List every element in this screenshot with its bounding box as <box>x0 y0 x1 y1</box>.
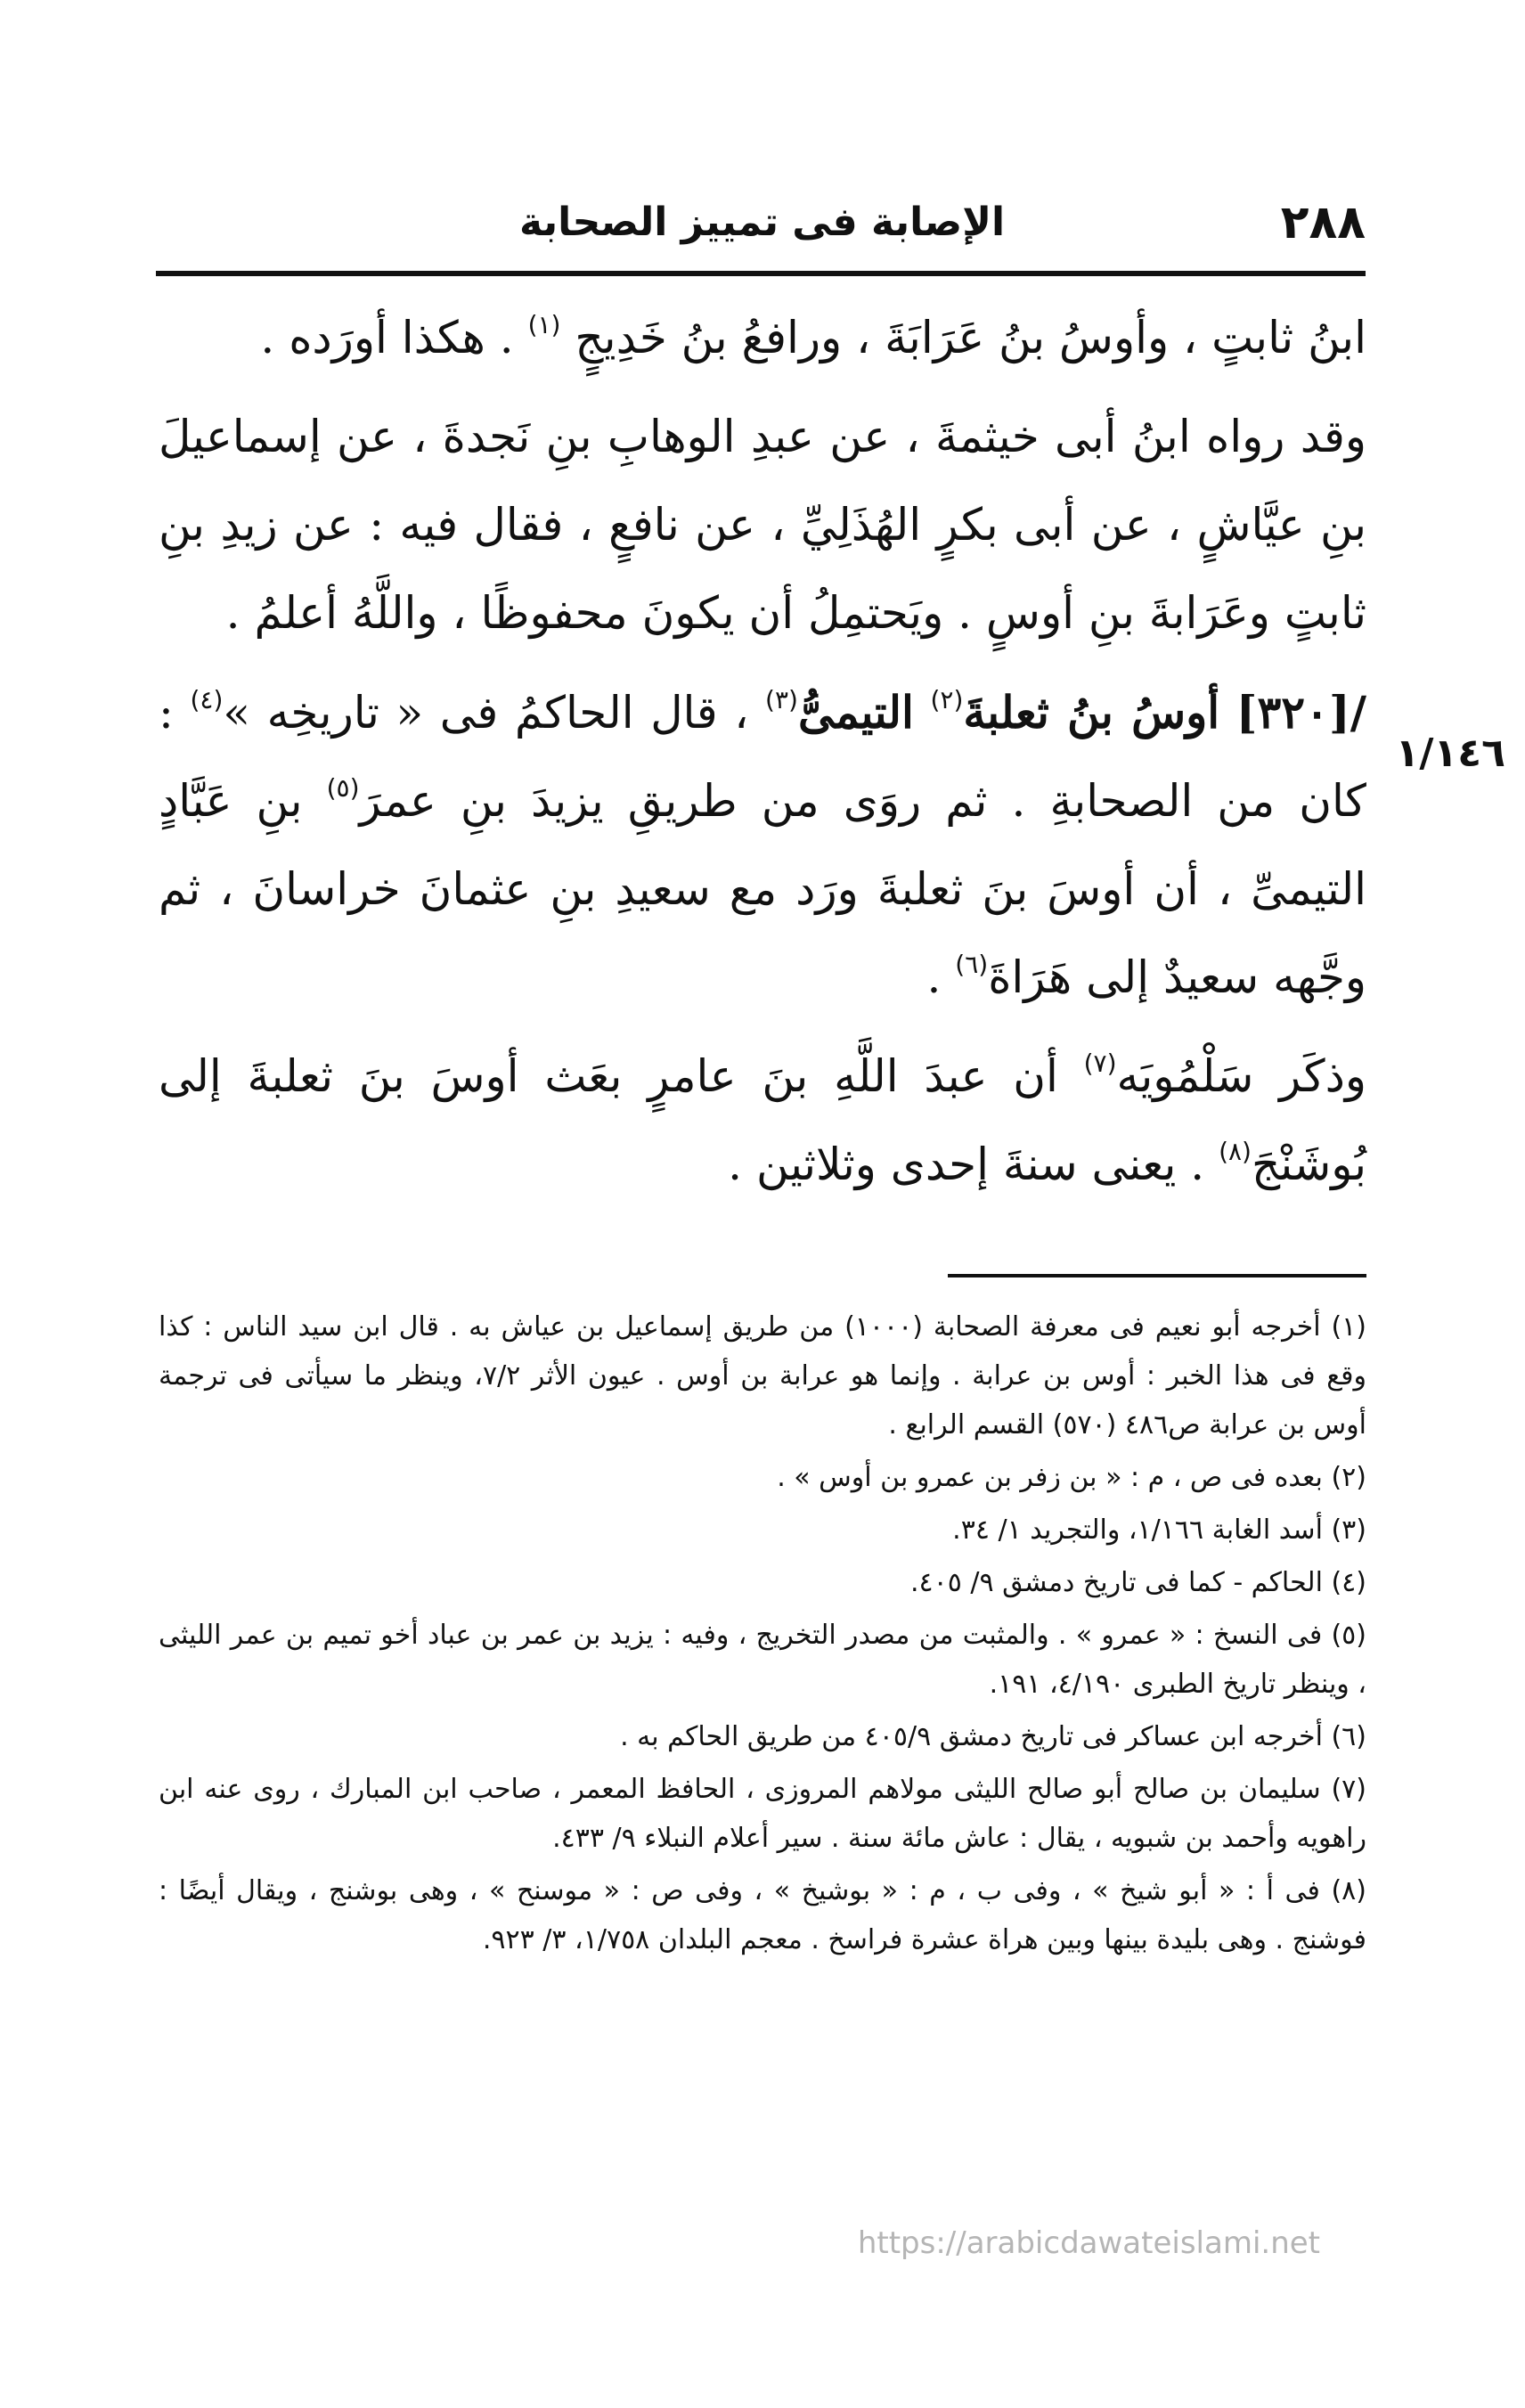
entry-paragraph <box>159 668 1366 1022</box>
paragraph-4-text-2: أن عبدَ اللَّهِ بنَ عامرٍ بعَث أوسَ بنَ ثعلبةَ إلى بُوشَنْجَ <box>159 1050 1366 1190</box>
footnote-ref-3[interactable]: (٣) <box>765 685 798 714</box>
paragraph-4 <box>159 1033 1366 1209</box>
footnote-2: (٢) بعده فى ص ، م : « بن زفر بن عمرو بن أوس » . <box>777 1462 1366 1493</box>
entry-text-2: : كان من الصحابةِ . ثم روَى من طريقِ يزيدَ بنِ عمرَ <box>159 687 1366 827</box>
entry-text-3: بنِ عَبَّادٍ التيمىِّ ، أن أوسَ بنَ ثعلبةَ ورَد مع سعيدِ بنِ عثمانَ خراسانَ ، ثم وجَّهه سعيدٌ إلى هَرَاةَ <box>159 775 1366 1003</box>
margin-reference: ١/١٤٦ <box>1395 731 1505 776</box>
main-text <box>159 294 1366 1209</box>
footnotes <box>159 1302 1366 1964</box>
entry-slash: / <box>1350 686 1366 739</box>
footnote-ref-5[interactable]: (٥) <box>326 773 360 803</box>
footnote-4: (٤) الحاكم - كما فى تاريخ دمشق ٩/ ٤٠٥. <box>909 1567 1366 1598</box>
footnote-6: (٦) أخرجه ابن عساكر فى تاريخ دمشق ٤٠٥/٩ من طريق الحاكم به . <box>620 1721 1366 1752</box>
footnote-separator <box>948 1274 1366 1277</box>
paragraph-1-tail: . هكذا أورَده . <box>260 312 514 363</box>
footnote-ref-6[interactable]: (٦) <box>955 950 989 979</box>
paragraph-1 <box>159 294 1366 382</box>
entry-text-4: . <box>926 951 942 1003</box>
footnote-ref-2[interactable]: (٢) <box>930 685 964 714</box>
watermark-url: https://arabicdawateislami.net <box>857 2225 1320 2261</box>
footnote-ref-7[interactable]: (٧) <box>1083 1049 1117 1078</box>
footnote-7: (٧) سليمان بن صالح أبو صالح الليثى مولاهم المروزى ، الحافظ المعمر ، صاحب ابن المبارك ، روى عنه ابن راهويه وأحمد بن شبويه ، يقال : عاش مائة سنة . سير أعلام النبلاء ٩/ ٤٣٣. <box>159 1774 1366 1854</box>
footnote-3: (٣) أسد الغابة ١/١٦٦، والتجريد ١/ ٣٤. <box>952 1514 1366 1546</box>
footnote-5: (٥) فى النسخ : « عمرو » . والمثبت من مصدر التخريج ، وفيه : يزيد بن عمر بن عباد أخو تميم بن عمر الليثى ، وينظر تاريخ الطبرى ٤/١٩٠، ١٩١. <box>159 1620 1366 1700</box>
footnote-ref-1[interactable]: (١) <box>527 310 561 339</box>
entry-text-1: ، قال الحاكمُ فى « تاريخِه » <box>223 687 749 739</box>
header-rule <box>156 271 1366 276</box>
footnote-ref-8[interactable]: (٨) <box>1219 1137 1252 1166</box>
paragraph-4-text-1: وذكَر سَلْمُويَه <box>1116 1050 1366 1102</box>
entry-name: أوسُ بنُ ثعلبةَ <box>963 686 1220 739</box>
paragraph-4-text-3: . يعنى سنةَ إحدى وثلاثين . <box>728 1139 1205 1190</box>
page-number: ٢٨٨ <box>1280 196 1366 249</box>
footnote-1: (١) أخرجه أبو نعيم فى معرفة الصحابة (١٠٠٠) من طريق إسماعيل بن عياش به . قال ابن سيد الناس : كذا وقع فى هذا الخبر : أوس بن عرابة . وإنما هو عرابة بن أوس . عيون الأثر ٧/٢، وينظر ما سيأتى فى ترجمة أوس بن عرابة ص٤٨٦ (٥٧٠) القسم الرابع . <box>159 1311 1366 1441</box>
book-title: الإصابة فى تمييز الصحابة <box>518 200 1006 245</box>
footnote-ref-4[interactable]: (٤) <box>190 685 224 714</box>
entry-nisba: التيمىُّ <box>797 686 914 739</box>
paragraph-2: وقد رواه ابنُ أبى خيثمةَ ، عن عبدِ الوهابِ بنِ نَجدةَ ، عن إسماعيلَ بنِ عيَّاشٍ ، عن أبى بكرٍ الهُذَلِيِّ ، عن نافعٍ ، فقال فيه : عن زيدِ بنِ ثابتٍ وعَرَابةَ بنِ أوسٍ . ويَحتمِلُ أن يكونَ محفوظًا ، واللَّهُ أعلمُ . <box>159 411 1366 639</box>
footnote-8: (٨) فى أ : « أبو شيخ » ، وفى ب ، م : « بوشيخ » ، وفى ص : « موسنح » ، وهى بوشنج ، ويقال أيضًا : فوشنج . وهى بليدة بينها وبين هراة عشرة فراسخ . معجم البلدان ١/٧٥٨، ٣/ ٩٢٣. <box>159 1875 1366 1955</box>
paragraph-1-text: ابنُ ثابتٍ ، وأوسُ بنُ عَرَابَةَ ، ورافعُ بنُ خَدِيجٍ <box>575 312 1366 363</box>
entry-number: [٣٢٠] <box>1235 686 1350 739</box>
page-header <box>159 189 1366 269</box>
